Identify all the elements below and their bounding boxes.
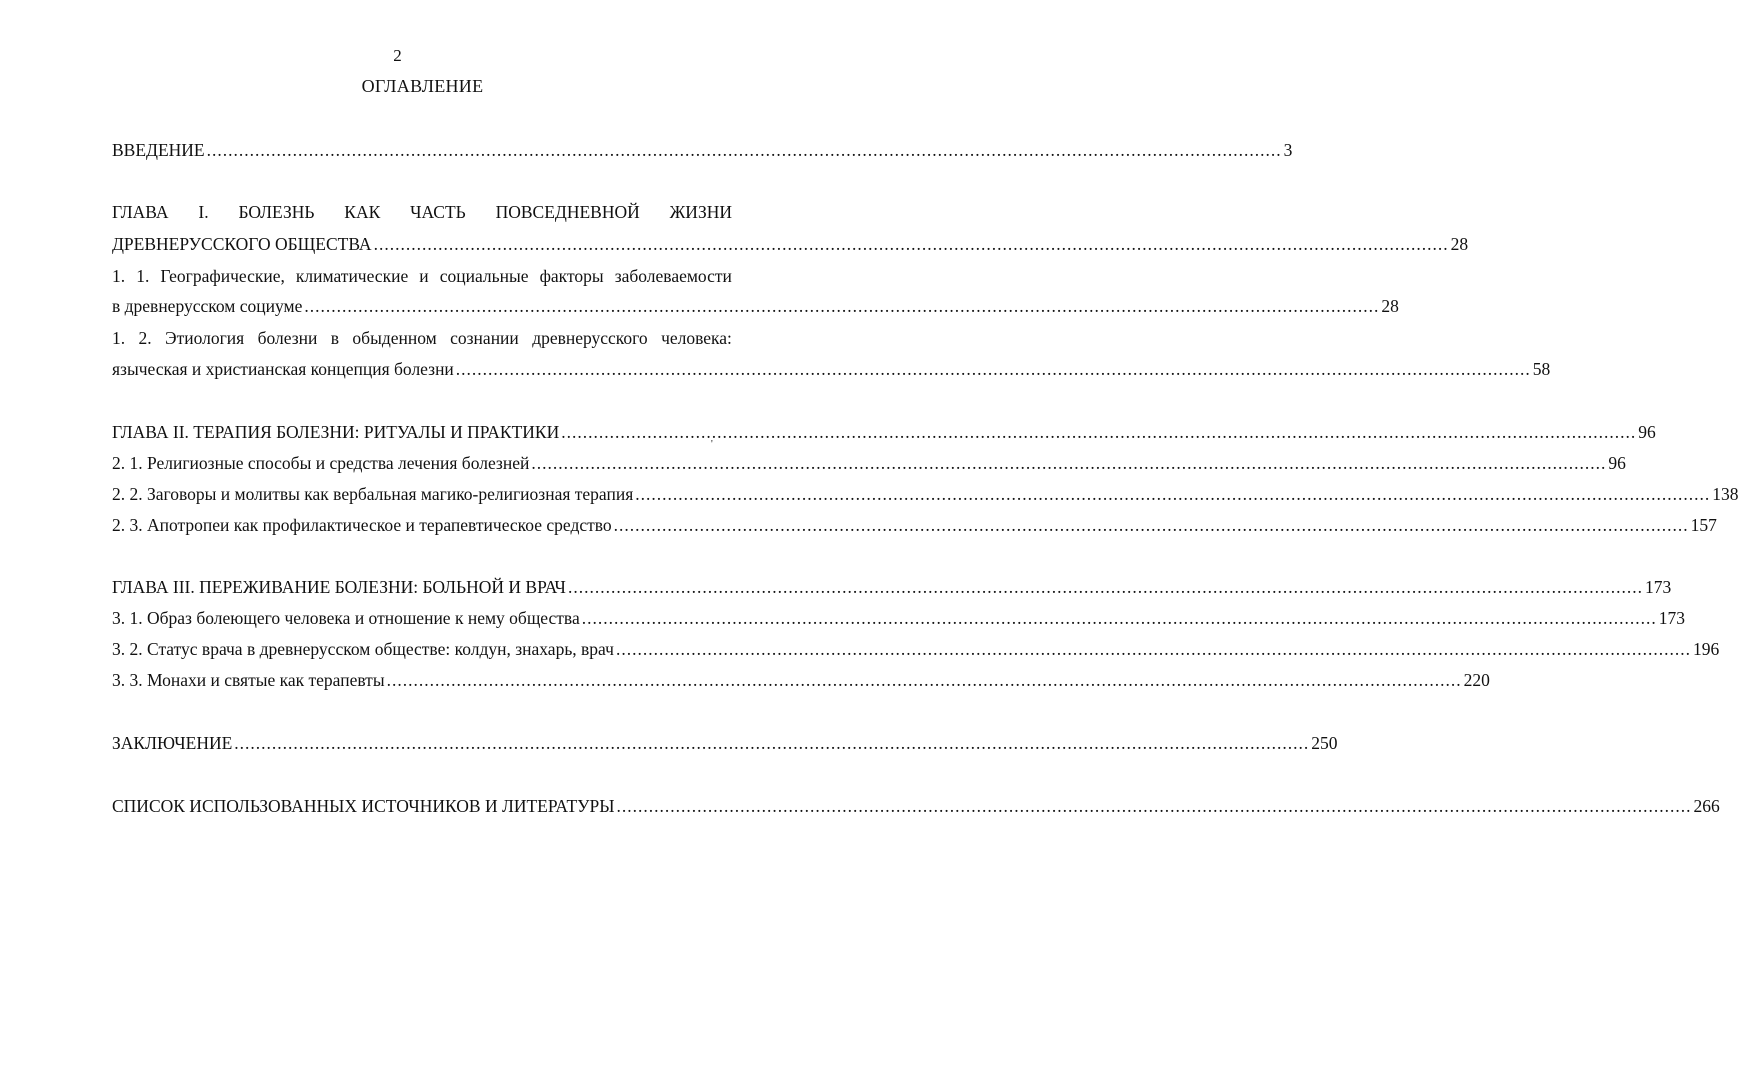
toc-entry-page: 157 — [1690, 515, 1717, 535]
page-number: 2 — [393, 46, 402, 65]
page-title: ОГЛАВЛЕНИЕ — [361, 76, 484, 96]
dot-leader: ........................................................................................................................................................................................................ — [615, 639, 1691, 659]
dot-leader: ........................................................................................................................................................................................................ — [567, 577, 1643, 597]
toc-word: 1. — [112, 328, 126, 348]
toc-entry-page: 3 — [1283, 140, 1293, 160]
scan-speck: ' — [711, 439, 713, 450]
toc-entry-page: 28 — [1381, 296, 1399, 316]
toc-section-3-3 — [112, 668, 1490, 692]
toc-entry-page: 220 — [1463, 670, 1490, 690]
toc-entry-page: 96 — [1638, 422, 1656, 442]
toc-word: человека: — [661, 328, 732, 348]
toc-word: ЧАСТЬ — [410, 202, 466, 222]
toc-word: факторы — [539, 266, 604, 286]
toc-word: социальные — [439, 266, 529, 286]
toc-word: 2. — [138, 328, 152, 348]
toc-word: 1. — [136, 266, 150, 286]
dot-leader: ........................................................................................................................................................................................................ — [581, 608, 1657, 628]
toc-entry-title: 3. 3. Монахи и святые как терапевты — [112, 670, 385, 690]
toc-entry-title: языческая и христианская концепция болезни — [112, 359, 454, 379]
toc-entry-page: 173 — [1644, 577, 1672, 597]
toc-word: I. — [198, 202, 209, 222]
toc-word: и — [419, 266, 429, 286]
toc-word: древнерусского — [532, 328, 648, 348]
toc-entry-title: 3. 1. Образ болеющего человека и отношение к нему общества — [112, 608, 580, 628]
dot-leader: ........................................................................................................................................................................................................ — [373, 234, 1449, 254]
toc-entry-page: 173 — [1658, 608, 1685, 628]
toc-word: сознании — [450, 328, 519, 348]
toc-entry-title: 3. 2. Статус врача в древнерусском обществе: колдун, знахарь, врач — [112, 639, 614, 659]
toc-section-2-3 — [112, 513, 1717, 537]
toc-entry-title: 2. 3. Апотропеи как профилактическое и терапевтическое средство — [112, 515, 612, 535]
toc-section-1-2-line2 — [112, 357, 1551, 381]
toc-word: заболеваемости — [614, 266, 732, 286]
dot-leader: ........................................................................................................................................................................................................ — [304, 296, 1380, 316]
toc-entry-title: 2. 2. Заговоры и молитвы как вербальная магико-религиозная терапия — [112, 484, 634, 504]
toc-entry-page: 250 — [1311, 733, 1338, 753]
toc-section-1-1-line1 — [112, 264, 732, 288]
toc-entry-sources — [112, 794, 1720, 818]
toc-section-3-1 — [112, 606, 1685, 630]
dot-leader: ........................................................................................................................................................................................................ — [386, 670, 1462, 690]
toc-word: ЖИЗНИ — [669, 202, 732, 222]
toc-word: климатические — [295, 266, 409, 286]
toc-entry-title: ДРЕВНЕРУССКОГО ОБЩЕСТВА — [112, 234, 372, 254]
toc-chapter3-title — [112, 575, 1672, 599]
toc-word: БОЛЕЗНЬ — [238, 202, 315, 222]
toc-word: ГЛАВА — [112, 202, 169, 222]
toc-chapter2-title — [112, 420, 1656, 444]
toc-entry-page: 96 — [1608, 453, 1626, 473]
toc-entry-title: ВВЕДЕНИЕ — [112, 140, 205, 160]
dot-leader: ........................................................................................................................................................................................................ — [455, 359, 1531, 379]
toc-entry-page: 266 — [1693, 796, 1720, 816]
dot-leader: ........................................................................................................................................................................................................ — [234, 733, 1310, 753]
toc-entry-conclusion — [112, 731, 1338, 755]
toc-section-2-2 — [112, 482, 1739, 506]
toc-entry-title: ЗАКЛЮЧЕНИЕ — [112, 733, 233, 753]
dot-leader: ........................................................................................................................................................................................................ — [613, 515, 1689, 535]
toc-entry-title: в древнерусском социуме — [112, 296, 303, 316]
toc-entry-title: СПИСОК ИСПОЛЬЗОВАННЫХ ИСТОЧНИКОВ И ЛИТЕРАТУРЫ — [112, 796, 615, 816]
toc-word: в — [330, 328, 340, 348]
dot-leader: ........................................................................................................................................................................................................ — [531, 453, 1607, 473]
toc-word: обыденном — [352, 328, 437, 348]
dot-leader: ........................................................................................................................................................................................................ — [616, 796, 1692, 816]
toc-word: КАК — [344, 202, 381, 222]
toc-entry-page: 58 — [1532, 359, 1551, 379]
dot-leader: ........................................................................................................................................................................................................ — [206, 140, 1282, 160]
toc-entry-title: ГЛАВА III. ПЕРЕЖИВАНИЕ БОЛЕЗНИ: БОЛЬНОЙ И ВРАЧ — [112, 577, 566, 597]
toc-word: Этиология — [165, 328, 245, 348]
dot-leader: ........................................................................................................................................................................................................ — [561, 422, 1637, 442]
toc-entry-page: 196 — [1692, 639, 1720, 659]
toc-entry-page: 28 — [1450, 234, 1469, 254]
dot-leader: ........................................................................................................................................................................................................ — [635, 484, 1711, 504]
toc-entry-title: 2. 1. Религиозные способы и средства лечения болезней — [112, 453, 530, 473]
toc-section-1-1-line2 — [112, 294, 1399, 318]
toc-section-3-2 — [112, 637, 1720, 661]
toc-chapter1-title-line2 — [112, 232, 1469, 256]
toc-word: Географические, — [160, 266, 285, 286]
toc-entry-title: ГЛАВА II. ТЕРАПИЯ БОЛЕЗНИ: РИТУАЛЫ И ПРАКТИКИ — [112, 422, 560, 442]
toc-word: 1. — [112, 266, 126, 286]
toc-section-1-2-line1 — [112, 326, 732, 350]
toc-entry-introduction — [112, 138, 1293, 162]
toc-entry-page: 138 — [1712, 484, 1739, 504]
toc-chapter1-title-line1 — [112, 200, 732, 224]
toc-word: болезни — [257, 328, 318, 348]
toc-section-2-1 — [112, 451, 1626, 475]
toc-word: ПОВСЕДНЕВНОЙ — [495, 202, 640, 222]
